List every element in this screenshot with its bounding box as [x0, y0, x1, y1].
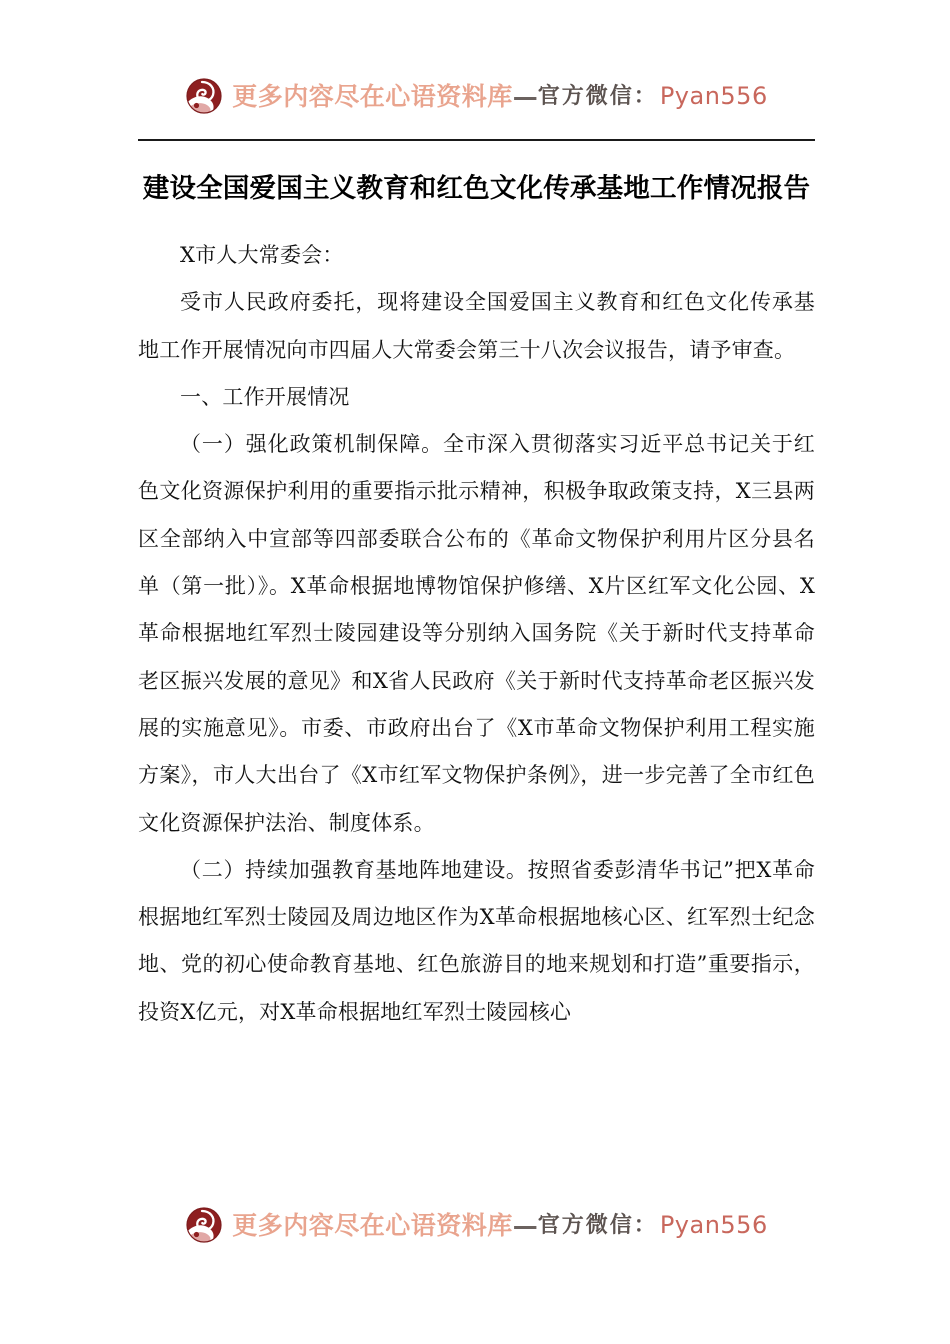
footer-watermark-dash: — — [512, 1210, 538, 1240]
footer-watermark-wechat-id: Pyan556 — [659, 1211, 768, 1239]
page-title: 建设全国爱国主义教育和红色文化传承基地工作情况报告 — [142, 173, 811, 204]
footer-watermark-main-text: 更多内容尽在心语资料库 — [232, 1210, 513, 1240]
footer-watermark-wechat-label: 官方微信： — [537, 1212, 658, 1238]
header-divider — [138, 139, 815, 141]
paragraph-item-one: （一）强化政策机制保障。全市深入贯彻落实习近平总书记关于红色文化资源保护利用的重要指示批示精神，积极争取政策支持，X三县两区全部纳入中宣部等四部委联合公布的《革命文物保护利用片区分县名单（第一批）》。X革命根据地博物馆保护修缮、X片区红军文化公园、X革命根据地红军烈士陵园建设等分别纳入国务院《关于新时代支持革命老区振兴发展的意见》和X省人民政府《关于新时代支持革命老区振兴发展的实施意见》。市委、市政府出台了《X市革命文物保护利用工程实施方案》，市人大出台了《X市红军文物保护条例》，进一步完善了全市红色文化资源保护法治、制度体系。 — [138, 432, 815, 835]
circular-swirl-logo-icon — [182, 74, 226, 118]
header-watermark — [0, 74, 950, 118]
paragraph-preamble: 受市人民政府委托，现将建设全国爱国主义教育和红色文化传承基地工作开展情况向市四届人大常委会第三十八次会议报告，请予审查。 — [138, 290, 815, 362]
watermark-wechat-id: Pyan556 — [659, 82, 768, 110]
paragraph-item-two: （二）持续加强教育基地阵地建设。按照省委彭清华书记”把X革命根据地红军烈士陵园及周边地区作为X革命根据地核心区、红军烈士纪念地、党的初心使命教育基地、红色旅游目的地来规划和打造”重要指示，投资X亿元，对X革命根据地红军烈士陵园核心 — [138, 857, 815, 1024]
circular-swirl-logo-icon-footer — [182, 1203, 226, 1247]
watermark-wechat-label: 官方微信： — [537, 83, 658, 109]
paragraph-salutation: X市人大常委会： — [180, 243, 344, 267]
watermark-main-text: 更多内容尽在心语资料库 — [232, 81, 513, 111]
document-content — [138, 168, 815, 1036]
watermark-dash: — — [512, 81, 538, 111]
section-heading-one: 一、工作开展情况 — [180, 384, 350, 409]
footer-watermark — [0, 1203, 950, 1247]
